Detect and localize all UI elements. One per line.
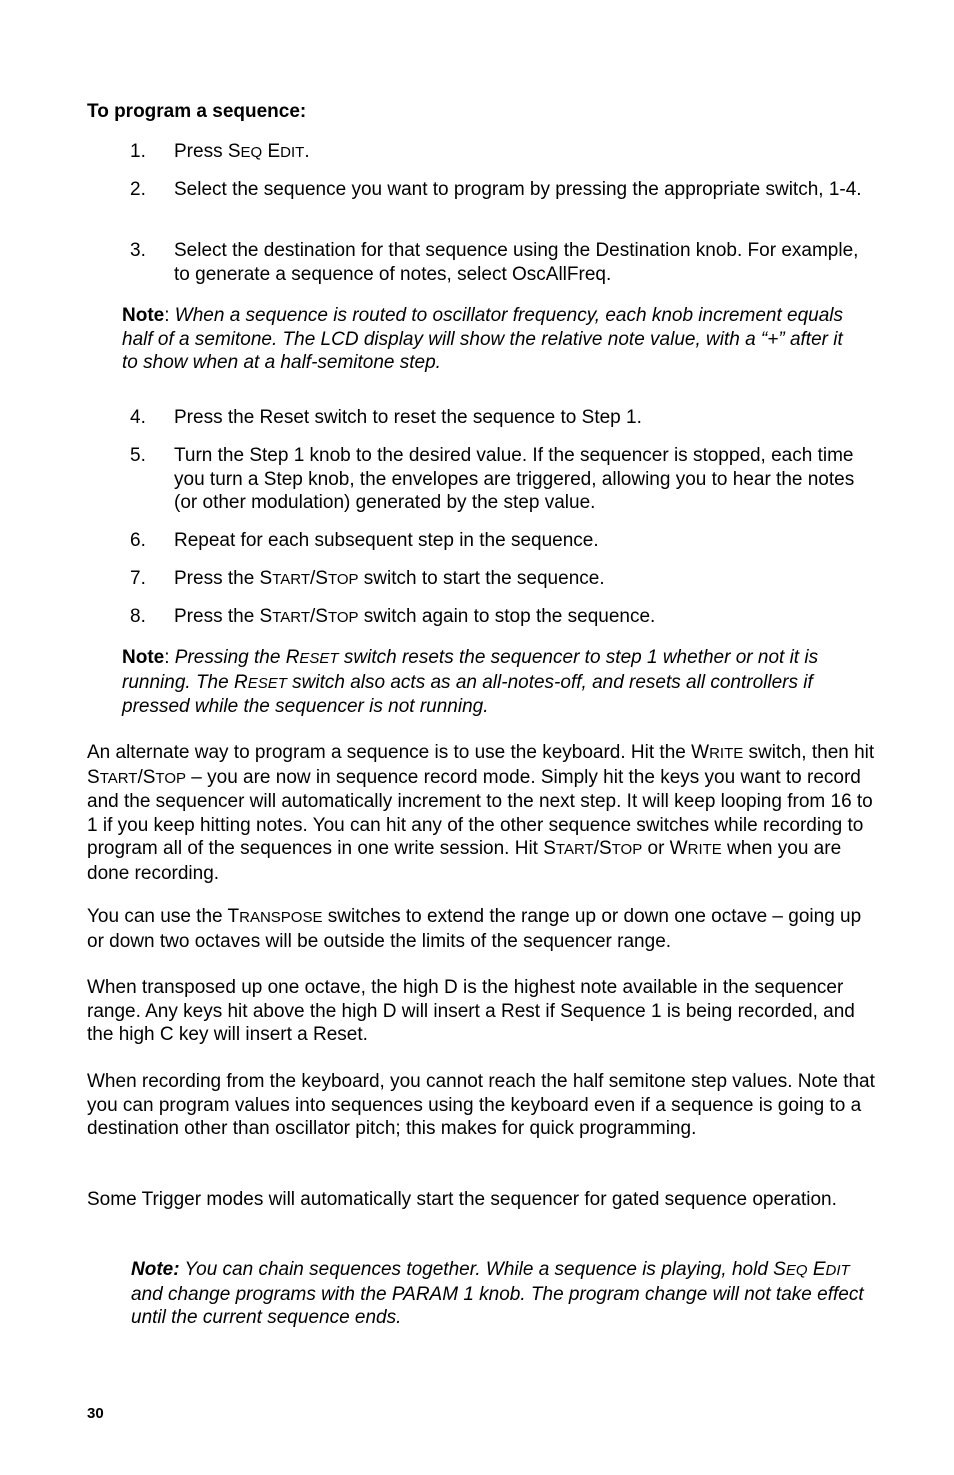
paragraph: When transposed up one octave, the high D is the highest note available in the sequencer range. Any keys hit above the high D will insert a Rest if Sequence 1 is being recorded, and the high C key will insert a Reset. <box>87 977 855 1045</box>
step-number: 6. <box>130 530 146 551</box>
step-number: 1. <box>130 141 146 162</box>
step-text: Turn the Step 1 knob to the desired value. If the sequencer is stopped, each time you turn a Step knob, the envelopes are triggered, allowing you to hear the notes (or other modulation) generated by the step value. <box>174 445 855 513</box>
note-box: Note: Pressing the RESET switch resets the sequencer to step 1 whether or not it is running. The RESET switch also acts as an all-notes-off, and resets all controllers if pressed while the sequencer is not running. <box>122 647 819 717</box>
paragraph: Some Trigger modes will automatically start the sequencer for gated sequence operation. <box>87 1189 837 1210</box>
note-text: When a sequence is routed to oscillator frequency, each knob increment equals half of a semitone. The LCD display will show the relative note value, with a “+” after it to show when at a half-semitone step. <box>122 305 843 373</box>
step-number: 4. <box>130 407 146 428</box>
note-text: You can chain sequences together. While a sequence is playing, hold SEQ EDIT and change programs with the PARAM 1 knob. The program change will not take effect until the current sequence ends. <box>131 1259 864 1328</box>
step-text: Press the START/STOP switch to start the sequence. <box>174 568 605 589</box>
step-text: Press the START/STOP switch again to stop the sequence. <box>174 606 656 627</box>
note-box <box>131 1258 871 1330</box>
paragraph: When recording from the keyboard, you cannot reach the half semitone step values. Note that you can program values into sequences using the keyboard even if a sequence is going to a destination other than oscillator pitch; this makes for quick programming. <box>87 1071 875 1139</box>
step-text: Repeat for each subsequent step in the sequence. <box>174 530 599 551</box>
step-text: Press the Reset switch to reset the sequence to Step 1. <box>174 407 642 428</box>
note-label: Note <box>122 647 165 668</box>
step-number: 2. <box>130 179 146 200</box>
paragraph: You can use the TRANSPOSE switches to extend the range up or down one octave – going up or down two octaves will be outside the limits of the sequencer range. <box>87 906 862 952</box>
step-text: Press SEQ EDIT. <box>174 141 310 162</box>
step-number: 8. <box>130 606 146 627</box>
note-box: Note: When a sequence is routed to oscillator frequency, each knob increment equals half of a semitone. The LCD display will show the relative note value, with a “+” after it to show when at a half-semitone step. <box>122 305 843 373</box>
note-label: Note <box>122 305 165 326</box>
section-heading: To program a sequence: <box>87 101 307 122</box>
step-number: 3. <box>130 240 146 261</box>
page-number: 30 <box>87 1405 104 1422</box>
step-text: Select the sequence you want to program by pressing the appropriate switch, 1-4. <box>174 179 862 200</box>
note-label: Note: <box>131 1259 180 1280</box>
step-number: 5. <box>130 445 146 466</box>
note-text: Pressing the RESET switch resets the sequencer to step 1 whether or not it is running. The RESET switch also acts as an all-notes-off, and resets all controllers if pressed while the sequencer is not running. <box>122 647 819 717</box>
step-number: 7. <box>130 568 146 589</box>
step-text: Select the destination for that sequence using the Destination knob. For example, to generate a sequence of notes, select OscAllFreq. <box>174 240 859 285</box>
paragraph: An alternate way to program a sequence is to use the keyboard. Hit the WRITE switch, then hit START/STOP – you are now in sequence record mode. Simply hit the keys you want to record and the sequencer will automatically increment to the next step. It will keep looping from 16 to 1 if you keep hitting notes. You can hit any of the other sequence switches while recording to program all of the sequences in one write session. Hit START/STOP or WRITE when you are done recording. <box>87 742 875 884</box>
